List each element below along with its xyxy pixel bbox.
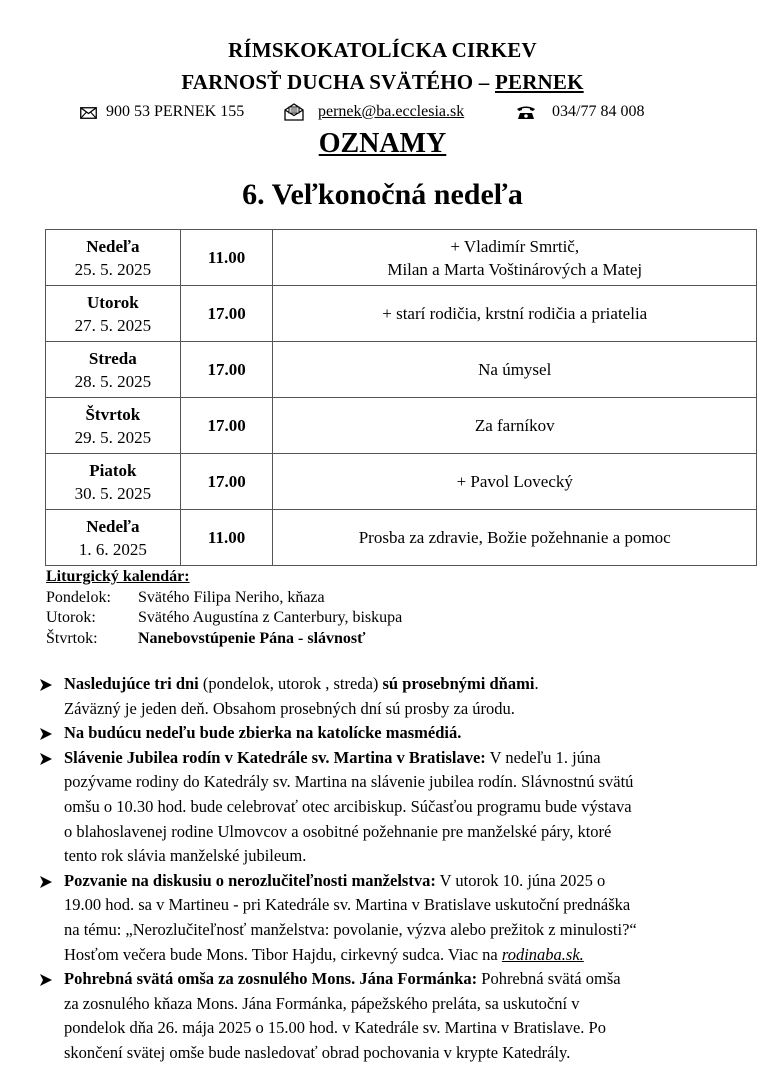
church-name: RÍMSKOKATOLÍCKA CIRKEV [228,38,537,62]
time-cell: 17.00 [180,398,273,454]
rodinaba-link[interactable]: rodinaba.sk. [501,944,584,964]
phone-number: 034/77 84 008 [552,103,645,120]
announcement-text: (pondelok, utorok , streda) [198,674,383,693]
email-link[interactable]: pernek@ba.ecclesia.sk [318,103,465,120]
intention-cell: Za farníkov [273,398,757,454]
time-cell: 11.00 [180,510,273,566]
address: 900 53 PERNEK 155 [106,103,245,120]
intention-cell: + starí rodičia, krstní rodičia a priatelia [273,286,757,342]
sunday-title: 6. Veľkonočná nedeľa [242,178,523,211]
arrow-bullet-icon [40,728,52,740]
announcement-bold: Slávenie Jubilea rodín v Katedrále sv. Martina v Bratislave: [64,747,486,767]
day-name: Streda [88,348,137,368]
intention-cell: Prosba za zdravie, Božie požehnanie a pomoc [273,510,757,566]
phone-icon [516,105,536,120]
time-cell: 11.00 [180,230,273,286]
table-row [46,454,757,510]
day-name: Nedeľa [86,236,140,256]
parish-place: PERNEK [494,70,584,94]
announcement-item [40,721,730,746]
day-date: 25. 5. 2025 [74,259,152,279]
announcement-text: skončení svätej omše bude nasledovať obrad pochovania v krypte Katedrály. [64,1042,571,1062]
liturgical-feast: Svätého Filipa Neriho, kňaza [138,588,325,606]
announcement-item [40,869,730,967]
time-cell: 17.00 [180,342,273,398]
liturgical-day: Utorok: [46,609,96,626]
announcement-bold: Pozvanie na diskusiu o nerozlučiteľnosti manželstva: [64,870,436,890]
arrow-bullet-icon [40,974,52,986]
announcement-text: tento rok slávia manželské jubileum. [64,846,307,866]
announcement-text: . [534,674,539,693]
liturgical-calendar [46,567,402,649]
mass-schedule-table [45,229,757,566]
announcement-text: pondelok dňa 26. mája 2025 o 15.00 hod. v Katedrále sv. Martina v Bratislave. Po [64,1018,606,1038]
announcement-bold: Pohrebná svätá omša za zosnulého Mons. Jána Formánka: [64,969,478,989]
day-cell [46,286,181,342]
parish-name-prefix: FARNOSŤ DUCHA SVÄTÉHO – [181,70,495,94]
table-row [46,510,757,566]
liturgical-day: Pondelok: [46,588,111,606]
page-title: OZNAMY [318,128,447,159]
contact-line [0,102,765,124]
table-row [46,230,757,286]
day-date: 27. 5. 2025 [74,315,152,335]
announcement-text: 19.00 hod. sa v Martineu - pri Katedrále sv. Martina v Bratislave uskutoční prednáška [64,895,631,915]
table-row [46,286,757,342]
announcement-text: Hosťom večera bude Mons. Tibor Hajdu, cirkevný sudca. Viac na [64,944,502,964]
intention-cell: Na úmysel [273,342,757,398]
announcement-text: na tému: „Nerozlučiteľnosť manželstva: povolanie, výzva alebo prežitok z minulosti?“ [64,919,637,939]
liturgical-day: Štvrtok: [46,629,98,647]
intention-cell: + Pavol Lovecký [273,454,757,510]
table-row [46,342,757,398]
email-icon [284,103,304,121]
parish-name [0,70,765,95]
liturgical-feast: Svätého Augustína z Canterbury, biskupa [138,609,403,626]
day-cell [46,342,181,398]
announcement-text: Záväzný je jeden deň. Obsahom prosebných dní sú prosby za úrodu. [64,698,515,718]
announcement-item [40,672,730,721]
day-date: 28. 5. 2025 [74,371,152,391]
intention-line: Milan a Marta Voštinárových a Matej [387,259,643,279]
liturgical-calendar-title: Liturgický kalendár: [46,568,190,585]
announcement-text: V utorok 10. júna 2025 o [435,870,606,890]
day-cell [46,398,181,454]
announcement-bold: Nasledujúce tri dni [64,674,199,693]
day-cell [46,230,181,286]
announcement-bold: sú prosebnými dňami [382,674,535,693]
announcement-item [40,967,730,1065]
liturgical-row [46,629,402,650]
liturgical-row [46,588,402,609]
intention-cell [273,230,757,286]
day-name: Nedeľa [86,516,140,536]
announcement-text: za zosnulého kňaza Mons. Jána Formánka, pápežského preláta, sa uskutoční v [64,993,580,1013]
announcement-bold: Na budúcu nedeľu bude zbierka na katolícke masmédiá. [64,723,462,743]
arrow-bullet-icon [40,876,52,888]
day-name: Piatok [89,460,137,480]
announcement-text: omšu o 10.30 hod. bude celebrovať otec arcibiskup. Súčasťou programu bude výstava [64,796,632,816]
day-date: 1. 6. 2025 [78,539,147,559]
time-cell: 17.00 [180,454,273,510]
table-row [46,398,757,454]
announcement-item [40,746,730,869]
liturgical-row [46,608,402,629]
arrow-bullet-icon [40,679,52,691]
arrow-bullet-icon [40,753,52,765]
liturgical-feast: Nanebovstúpenie Pána - slávnosť [138,629,366,647]
day-date: 29. 5. 2025 [74,427,152,447]
announcement-text: pozývame rodiny do Katedrály sv. Martina na slávenie jubilea rodín. Slávnostnú svätú [64,772,634,792]
day-name: Utorok [87,292,139,312]
announcement-text: Pohrebná svätá omša [477,969,621,989]
announcement-text: V nedeľu 1. júna [485,747,601,767]
time-cell: 17.00 [180,286,273,342]
day-cell [46,454,181,510]
announcement-text: o blahoslavenej rodine Ulmovcov a osobitné požehnanie pre manželské páry, ktoré [64,821,612,841]
envelope-icon [80,107,97,119]
day-date: 30. 5. 2025 [74,483,152,503]
intention-line: + Vladimír Smrtič, [450,236,580,256]
day-name: Štvrtok [85,404,141,424]
announcements [40,672,730,1066]
day-cell [46,510,181,566]
